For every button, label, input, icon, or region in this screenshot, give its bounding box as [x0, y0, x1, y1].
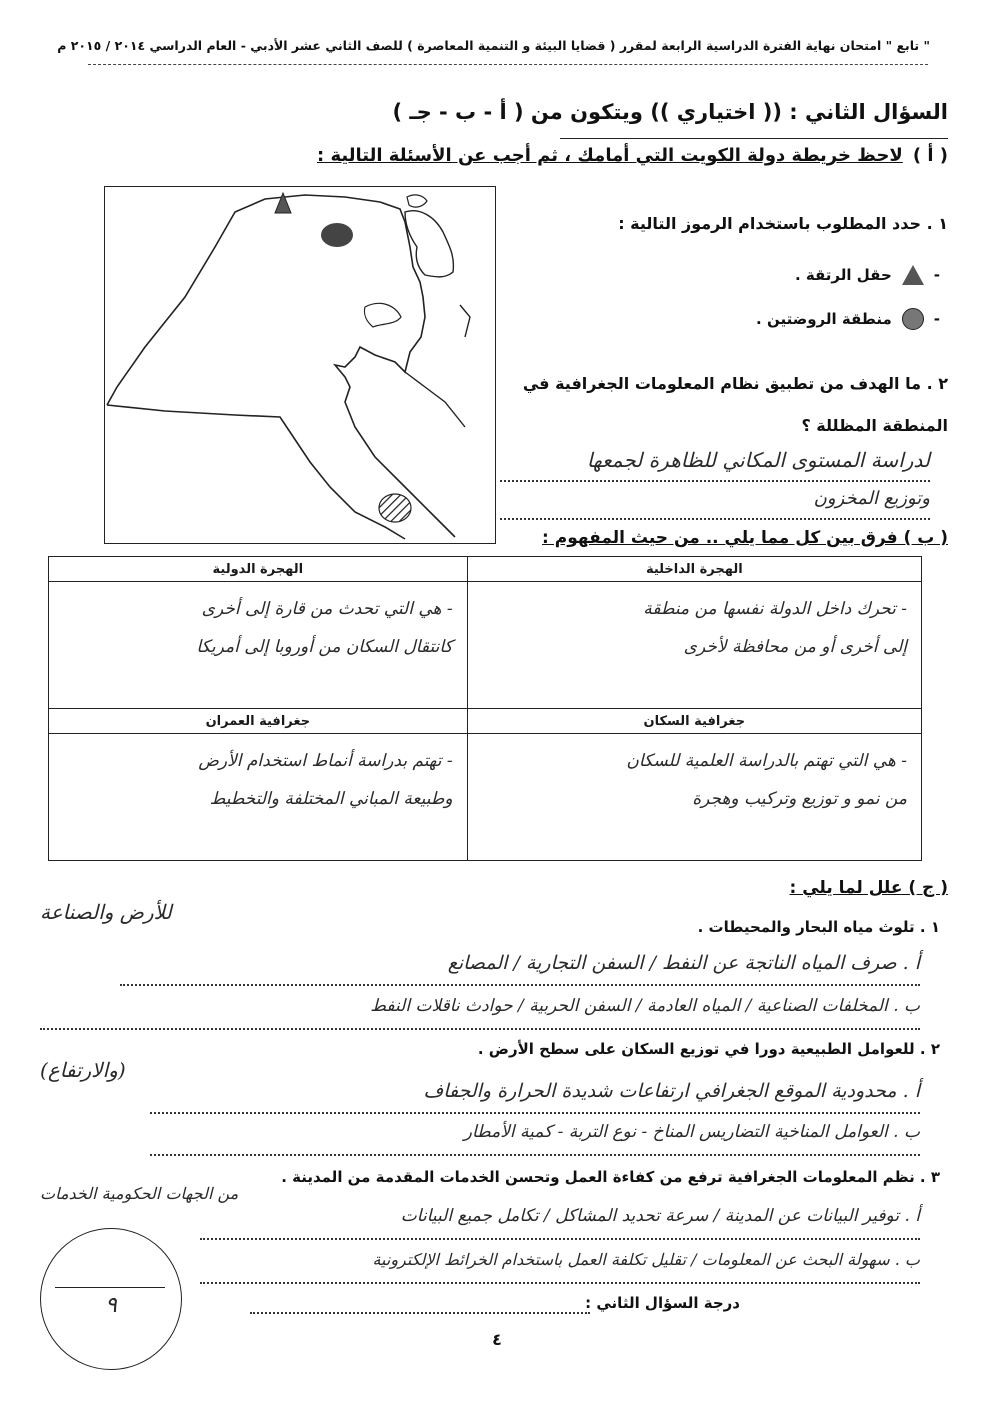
page-number: ٤: [492, 1330, 502, 1349]
answer-c2-b: ب . العوامل المناخية التضاريس المناخ - نوع التربة - كمية الأمطار: [150, 1122, 920, 1156]
part-a-instruction: [300, 145, 948, 166]
table-cell-international-migration: - هي التي تحدث من قارة إلى أخرى كانتقال السكان من أوروبا إلى أمريكا: [49, 582, 468, 709]
kuwait-border-outline: [107, 195, 455, 539]
grade-score: ٩: [105, 1293, 117, 1318]
coast-detail: [405, 305, 470, 427]
part-a-label: ( أ ): [912, 145, 948, 166]
answer-a2-line2: وتوزيع المخزون: [500, 488, 930, 520]
kuwait-map-svg: [105, 187, 495, 543]
grade-circle: [40, 1228, 182, 1370]
part-b-instruction: ( ب ) فرق بين كل مما يلي .. من حيث المفهوم :: [542, 528, 948, 548]
question-title-underline: [560, 138, 948, 139]
legend-label-roudhatain: منطقة الروضتين .: [756, 310, 892, 328]
table-header-internal-migration: الهجرة الداخلية: [467, 557, 921, 582]
shaded-area: [379, 494, 411, 522]
circle-symbol-icon: [902, 308, 924, 330]
answer-c3-a: أ . توفير البيانات عن المدينة / سرعة تحديد المشاكل / تكامل جميع البيانات: [200, 1206, 920, 1240]
note-c1: للأرض والصناعة: [40, 900, 172, 924]
question-c3: ٣ . نظم المعلومات الجغرافية ترفع من كفاءة العمل وتحسن الخدمات المقدمة من المدينة .: [281, 1168, 940, 1186]
grade-label: درجة السؤال الثاني :: [585, 1294, 740, 1312]
question-a2-line2: المنطقة المظللة ؟: [801, 416, 948, 435]
table-header-international-migration: الهجرة الدولية: [49, 557, 468, 582]
roudhatain-symbol-icon: [321, 223, 353, 247]
question-c1: ١ . تلوث مياه البحار والمحيطات .: [697, 918, 940, 936]
question-title: السؤال الثاني : (( اختياري )) ويتكون من ( أ - ب - جـ ): [392, 100, 948, 124]
legend-item-roudhatain: - منطقة الروضتين .: [756, 310, 940, 328]
question-a2-line1: ٢ . ما الهدف من تطبيق نظام المعلومات الجغرافية في: [522, 374, 948, 393]
triangle-symbol-icon: [902, 265, 924, 285]
header-banner: " تابع " امتحان نهاية الفترة الدراسية الرابعة لمقرر ( قضايا البيئة و التنمية المعاصرة ) للصف الثاني عشر الأدبي - العام الدراسي ٢٠١٤ / ٢٠١٥ م: [57, 38, 930, 53]
question-c2: ٢ . للعوامل الطبيعية دورا في توزيع السكان على سطح الأرض .: [477, 1040, 940, 1058]
legend-label-ratqa: حقل الرتقة .: [794, 266, 892, 284]
part-c-instruction: ( ج ) علل لما يلي :: [789, 878, 948, 898]
table-header-population-geography: جغرافية السكان: [467, 709, 921, 734]
table-cell-urban-geography: - تهتم بدراسة أنماط استخدام الأرض وطبيعة المباني المختلفة والتخطيط: [49, 734, 468, 861]
table-cell-internal-migration: - تحرك داخل الدولة نفسها من منطقة إلى أخرى أو من محافظة لأخرى: [467, 582, 921, 709]
answer-a2-line1: لدراسة المستوى المكاني للظاهرة لجمعها: [500, 448, 930, 482]
header-underline: [88, 64, 928, 65]
kuwait-bay: [364, 303, 401, 327]
answer-c1-a: أ . صرف المياه الناتجة عن النفط / السفن التجارية / المصانع: [120, 952, 920, 986]
answer-c2-a: أ . محدودية الموقع الجغرافي ارتفاعات شديدة الحرارة والجفاف: [150, 1080, 920, 1114]
table-cell-population-geography: - هي التي تهتم بالدراسة العلمية للسكان من نمو و توزيع وتركيب وهجرة: [467, 734, 921, 861]
note-c2: (والارتفاع): [40, 1058, 126, 1082]
legend-item-ratqa: - حقل الرتقة .: [794, 266, 940, 284]
part-a-instruction-text: لاحظ خريطة دولة الكويت التي أمامك ، ثم أجب عن الأسئلة التالية :: [317, 145, 903, 166]
kuwait-map: [104, 186, 496, 544]
comparison-table: [48, 556, 922, 861]
grade-dots: [250, 1312, 590, 1314]
warbah-island: [407, 195, 427, 207]
table-header-urban-geography: جغرافية العمران: [49, 709, 468, 734]
answer-c1-b: ب . المخلفات الصناعية / المياه العادمة / السفن الحربية / حوادث ناقلات النفط: [40, 996, 920, 1030]
answer-c3-b: ب . سهولة البحث عن المعلومات / تقليل تكلفة العمل باستخدام الخرائط الإلكترونية: [200, 1250, 920, 1284]
note-c3: من الجهات الحكومية الخدمات: [40, 1184, 239, 1203]
question-a1: ١ . حدد المطلوب باستخدام الرموز التالية :: [618, 214, 948, 233]
